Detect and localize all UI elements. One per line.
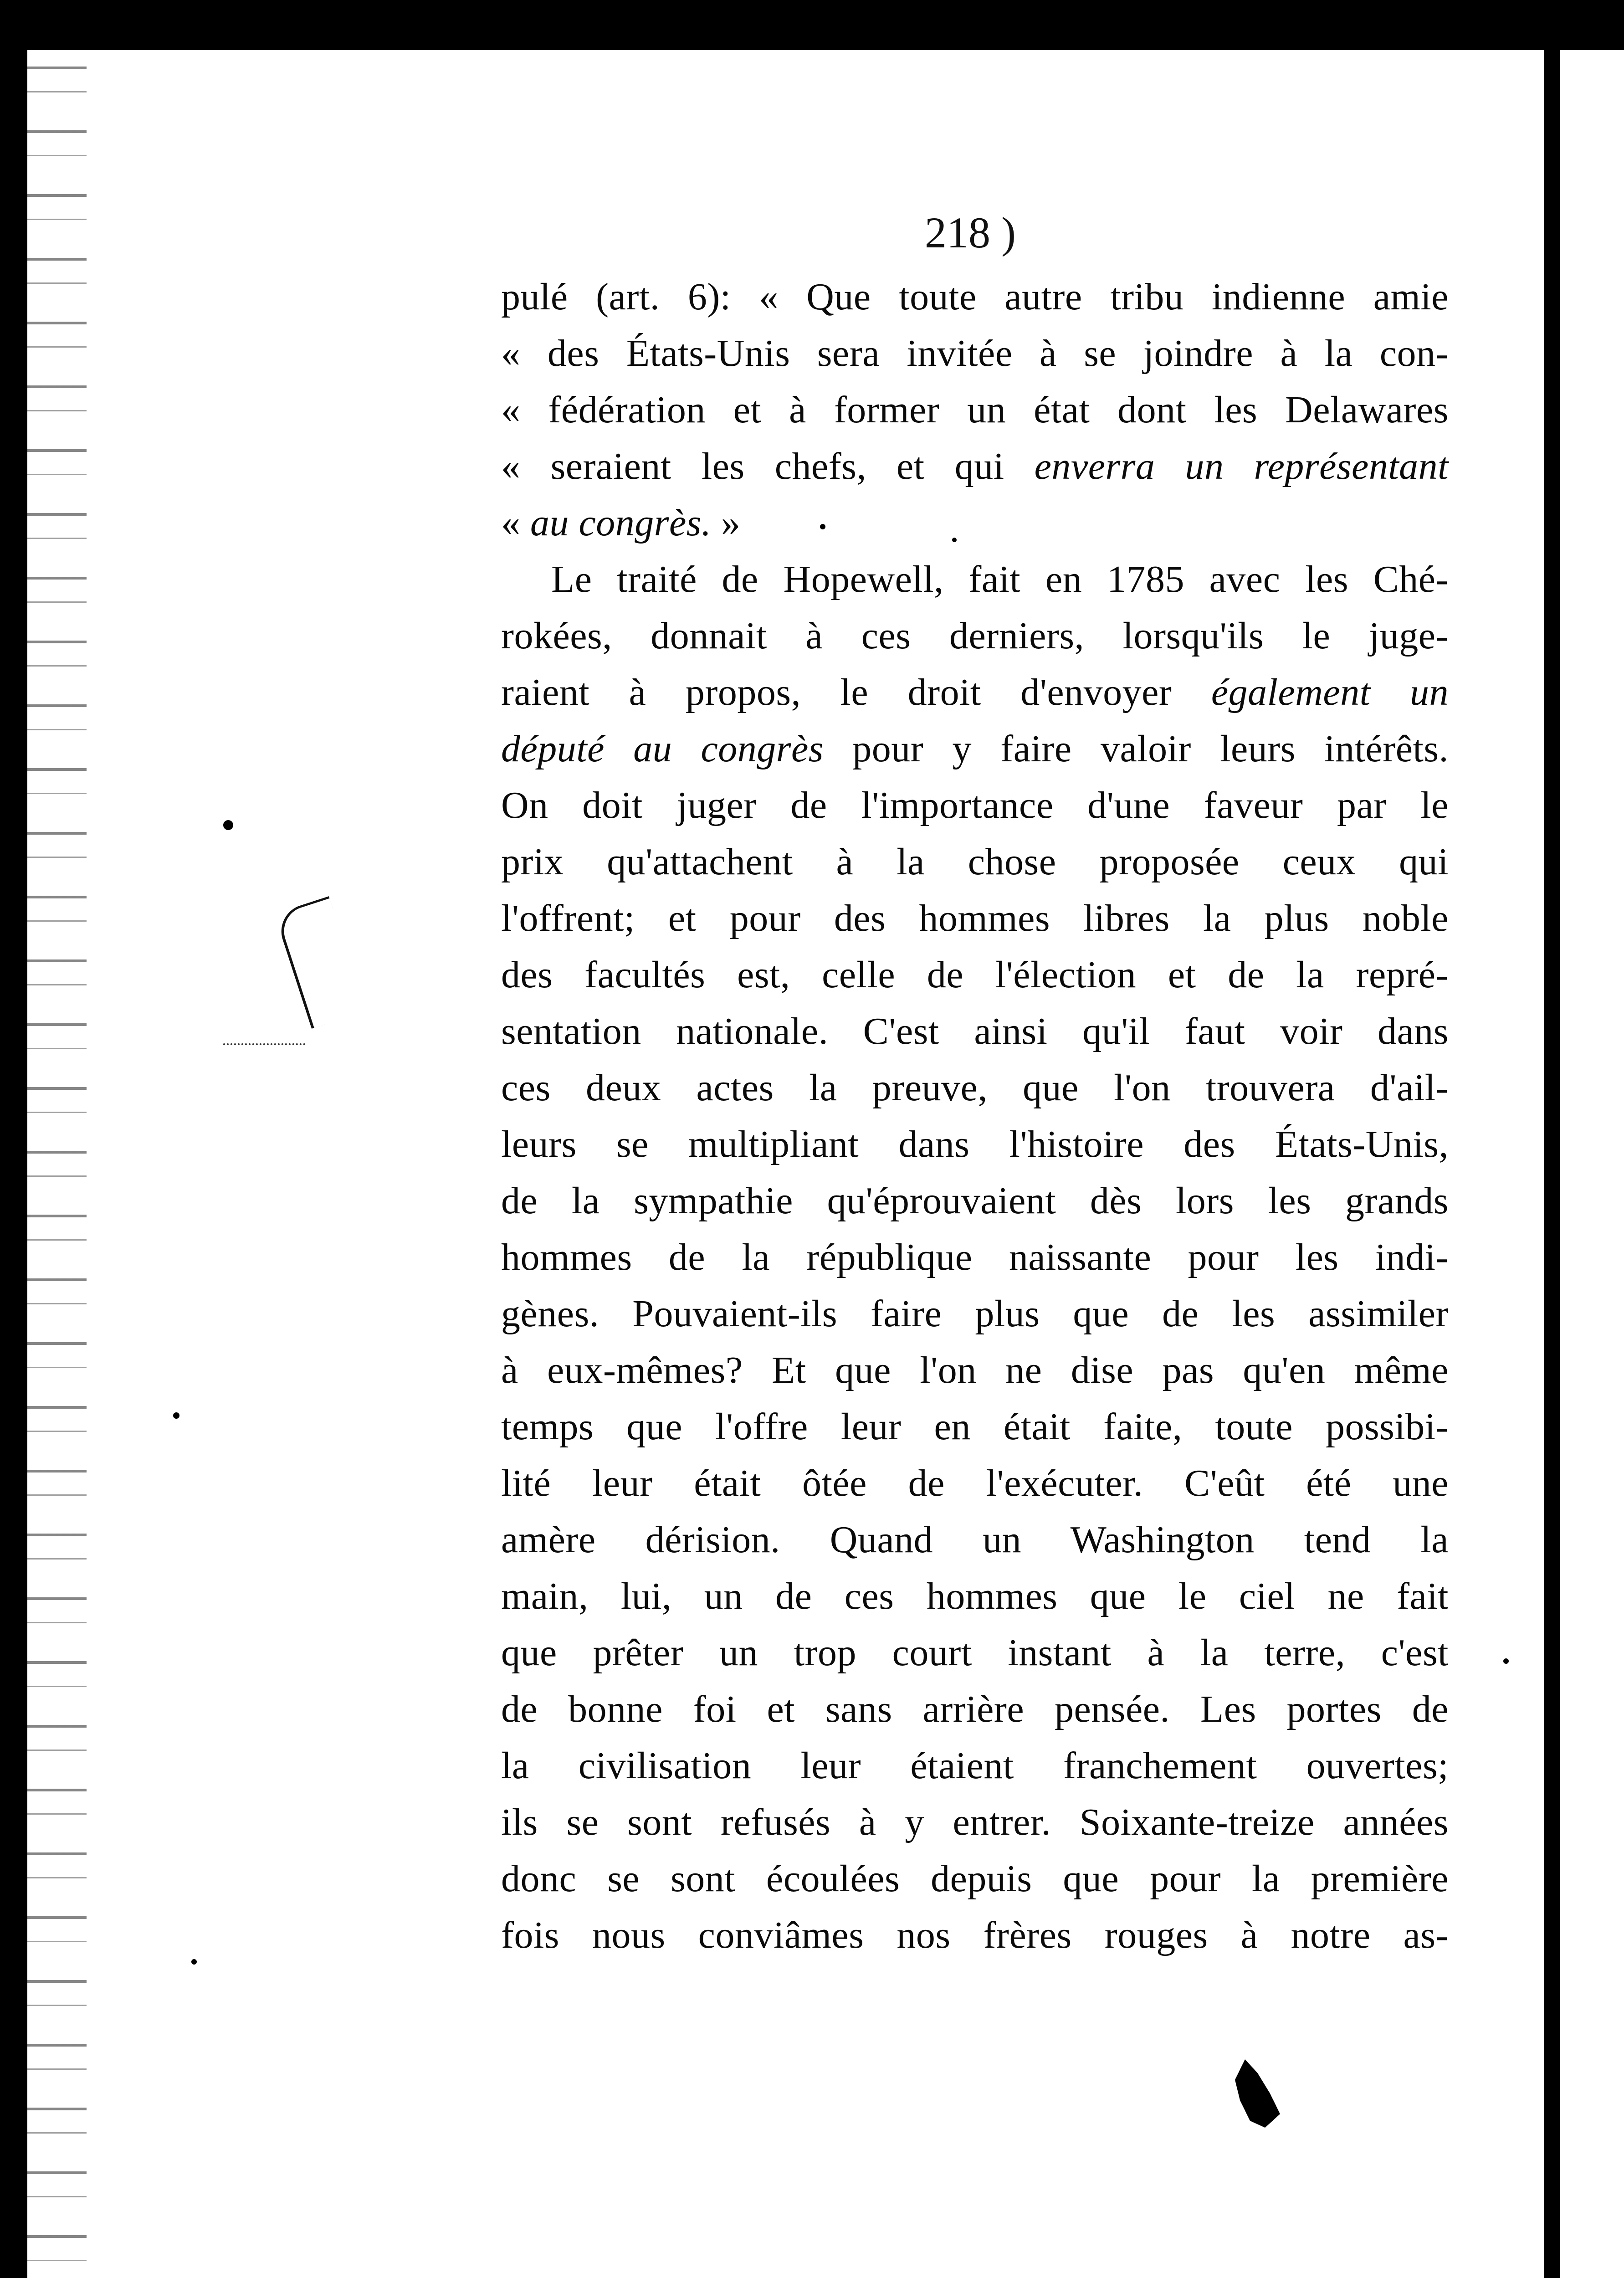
paragraph-start-line: Le traité de Hopewell, fait en 1785 avec les Ché- bbox=[551, 558, 1449, 600]
text-line: ces deux actes la preuve, que l'on trouvera d'ail- bbox=[501, 1067, 1449, 1109]
text-line: de la sympathie qu'éprouvaient dès lors les grands bbox=[501, 1180, 1449, 1222]
text-line: amère dérision. Quand un Washington tend la bbox=[501, 1519, 1449, 1561]
page-spine-shadow bbox=[27, 50, 87, 2278]
facing-page-edge bbox=[1553, 50, 1624, 2278]
speck bbox=[952, 538, 957, 542]
text-line: « des États-Unis sera invitée à se joindre à la con- bbox=[501, 332, 1449, 375]
italic-run: également un bbox=[1211, 671, 1449, 713]
text-line: lité leur était ôtée de l'exécuter. C'eût été une bbox=[501, 1462, 1449, 1504]
text-run: « seraient les chefs, et qui bbox=[501, 445, 1004, 487]
speck bbox=[173, 1412, 179, 1419]
text-run: » bbox=[711, 502, 741, 544]
text-line: que prêter un trop court instant à la terre, c'est bbox=[501, 1632, 1449, 1674]
text-line: hommes de la république naissante pour les indi- bbox=[501, 1236, 1449, 1278]
speck bbox=[1503, 1658, 1509, 1664]
text-line bbox=[501, 495, 1449, 551]
speck bbox=[223, 820, 233, 830]
speck bbox=[820, 524, 825, 529]
pencil-dotted-mark bbox=[223, 1043, 305, 1047]
text-line: des facultés est, celle de l'élection et de la repré- bbox=[501, 954, 1449, 996]
italic-run: député au congrès bbox=[501, 728, 824, 770]
italic-run: enverra un représentant bbox=[1034, 445, 1449, 487]
text-line: On doit juger de l'importance d'une faveur par le bbox=[501, 784, 1449, 826]
text-line: ils se sont refusés à y entrer. Soixante-treize années bbox=[501, 1801, 1449, 1843]
speck bbox=[191, 1959, 197, 1965]
text-line: de bonne foi et sans arrière pensée. Les portes de bbox=[501, 1688, 1449, 1730]
text-run: raient à propos, le droit d'envoyer bbox=[501, 671, 1211, 713]
text-line: pulé (art. 6): « Que toute autre tribu indienne amie bbox=[501, 276, 1449, 318]
text-line: temps que l'offre leur en était faite, toute possibi- bbox=[501, 1406, 1449, 1448]
text-line: fois nous conviâmes nos frères rouges à notre as- bbox=[501, 1914, 1449, 1956]
text-line: rokées, donnait à ces derniers, lorsqu'ils le juge- bbox=[501, 615, 1449, 657]
text-line: leurs se multipliant dans l'histoire des États-Unis, bbox=[501, 1123, 1449, 1165]
text-line: « fédération et à former un état dont les Delawares bbox=[501, 389, 1449, 431]
text-line: gènes. Pouvaient-ils faire plus que de les assimiler bbox=[501, 1293, 1449, 1335]
body-text bbox=[501, 269, 1449, 1964]
text-line: sentation nationale. C'est ainsi qu'il faut voir dans bbox=[501, 1010, 1449, 1052]
text-line: la civilisation leur étaient franchement ouvertes; bbox=[501, 1744, 1449, 1787]
page-number: 218 ) bbox=[925, 208, 1016, 257]
text-line: l'offrent; et pour des hommes libres la plus noble bbox=[501, 897, 1449, 939]
text-line: main, lui, un de ces hommes que le ciel ne fait bbox=[501, 1575, 1449, 1617]
italic-run: au congrès. bbox=[530, 502, 712, 544]
text-line bbox=[501, 438, 1449, 495]
text-line: prix qu'attachent à la chose proposée ceux qui bbox=[501, 841, 1449, 883]
text-line bbox=[501, 721, 1449, 777]
text-line: donc se sont écoulées depuis que pour la première bbox=[501, 1857, 1449, 1900]
text-line: à eux-mêmes? Et que l'on ne dise pas qu'en même bbox=[501, 1349, 1449, 1391]
text-line bbox=[501, 664, 1449, 721]
text-run: « bbox=[501, 502, 530, 544]
text-run: pour y faire valoir leurs intérêts. bbox=[823, 728, 1449, 770]
